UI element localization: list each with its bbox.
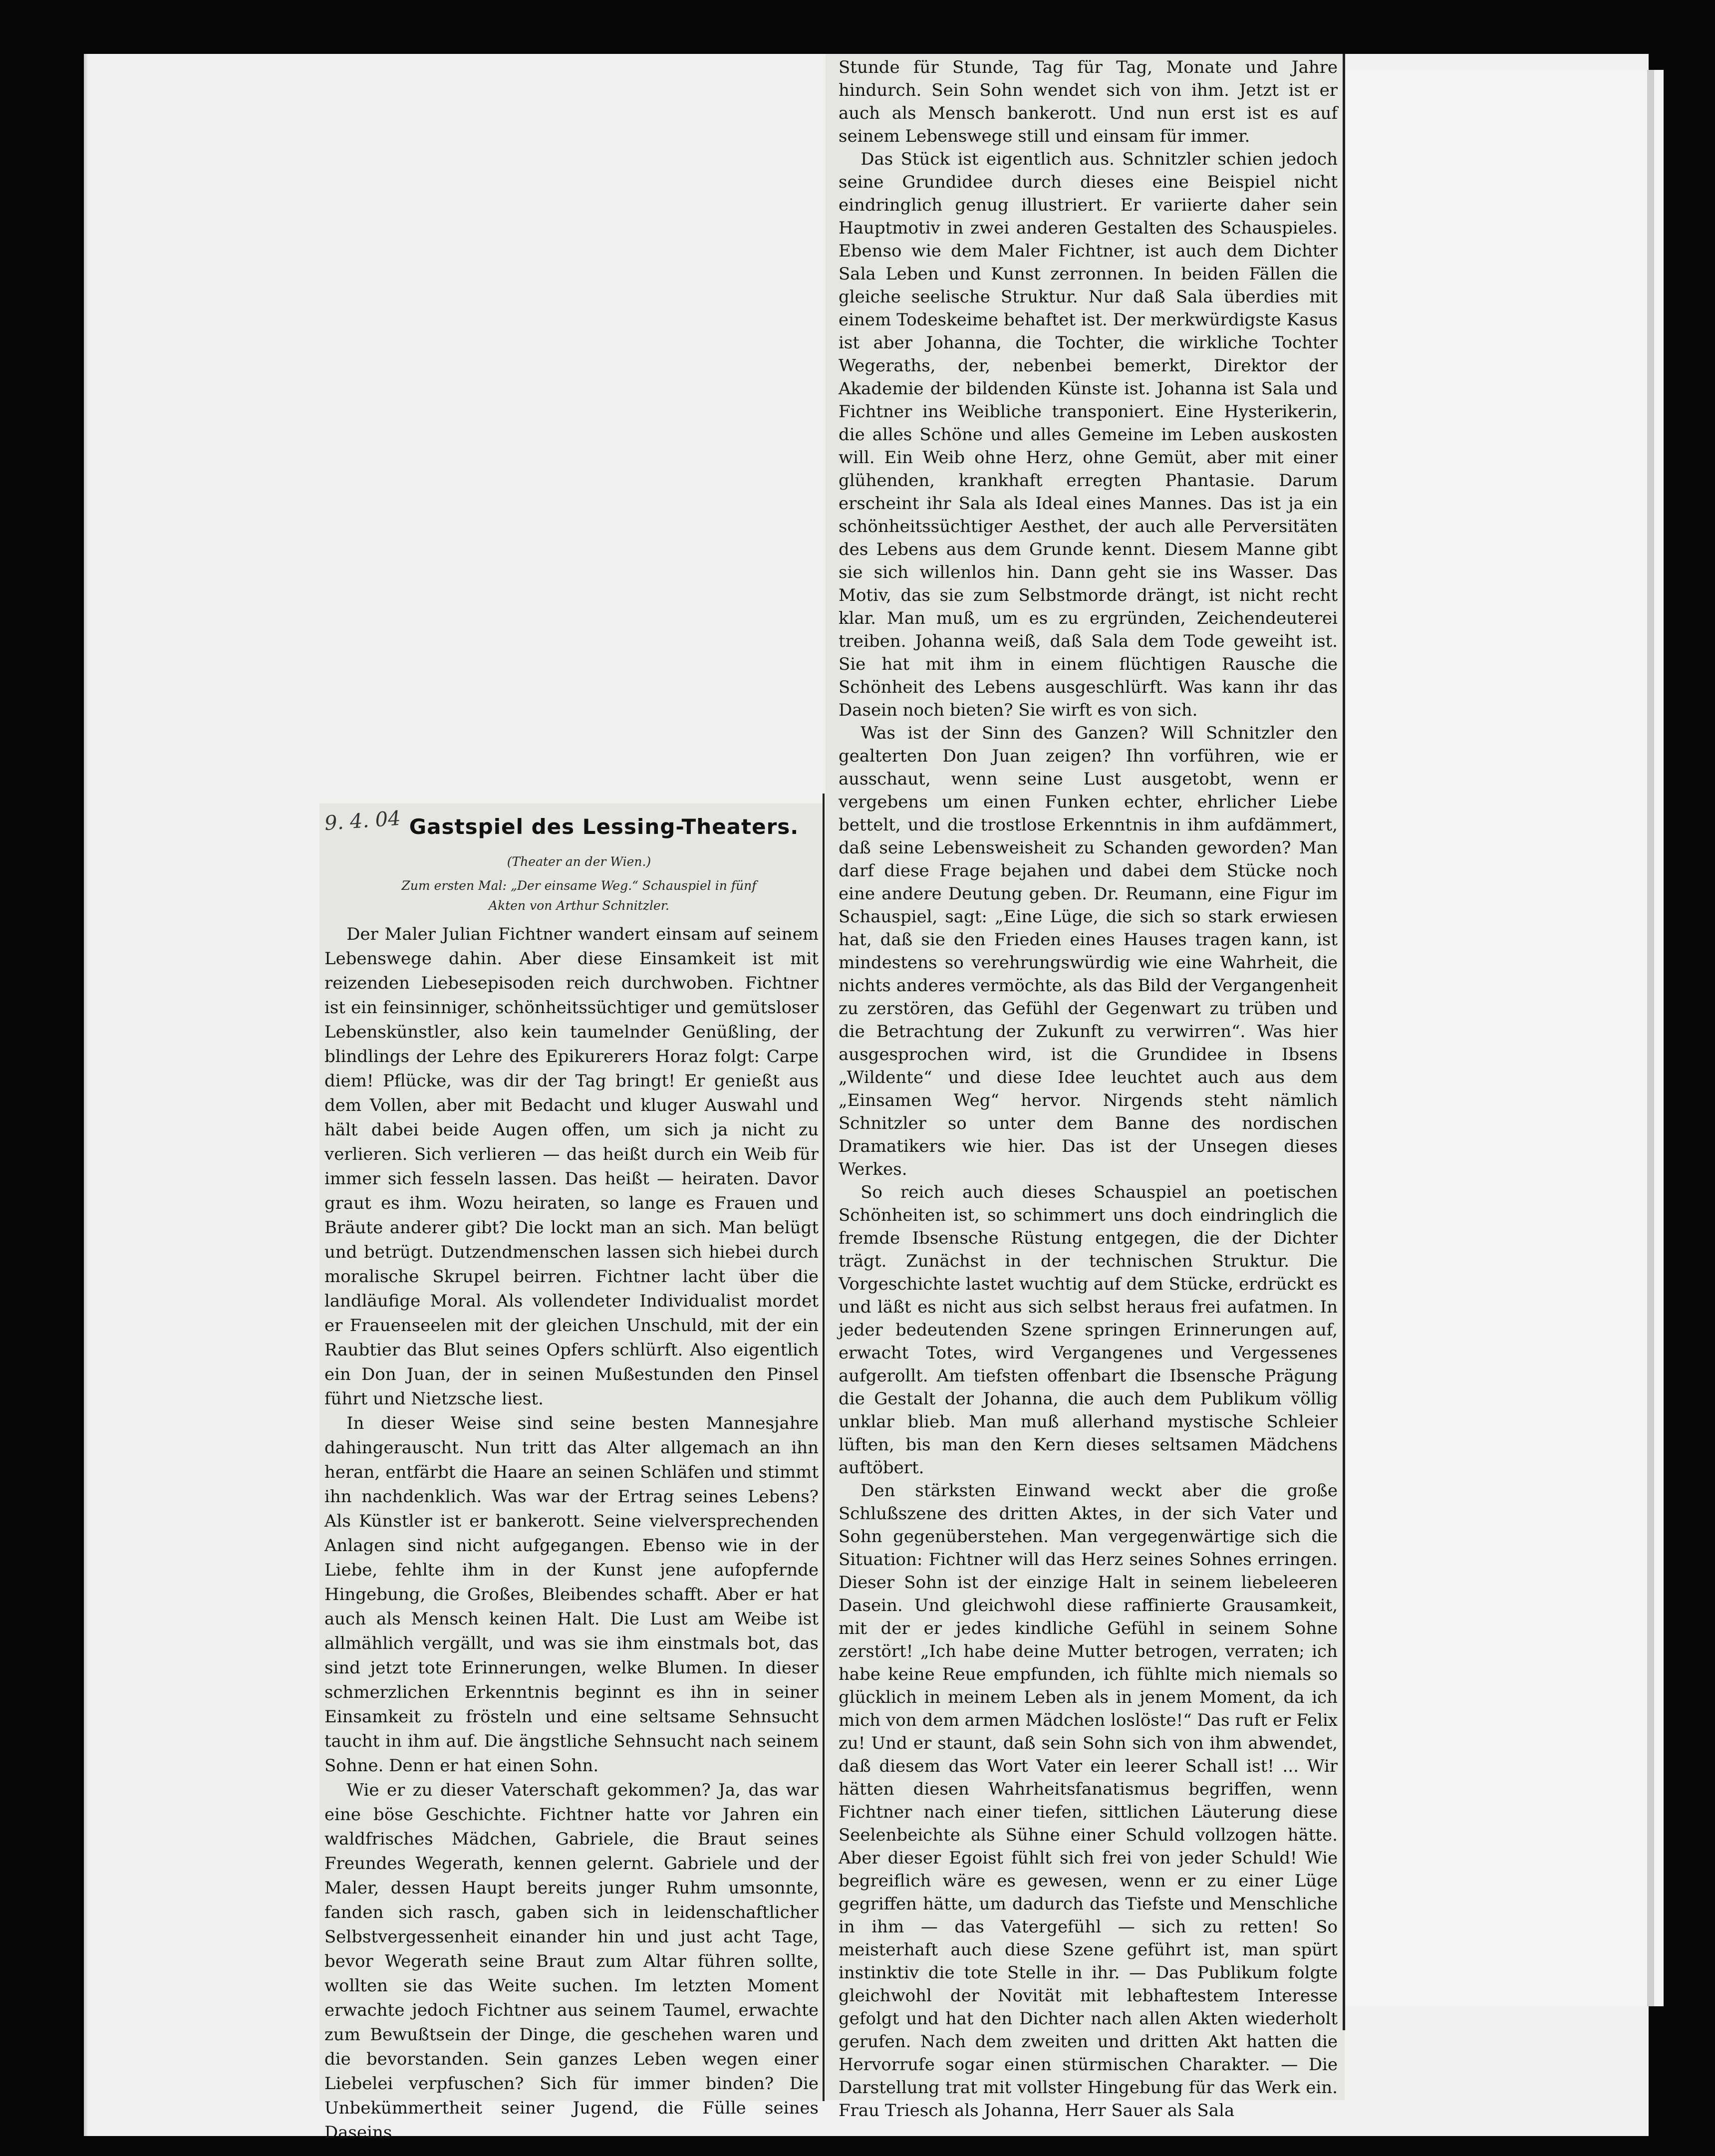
handwritten-date-note: 9. 4. 04	[323, 807, 402, 835]
paragraph: In dieser Weise sind seine besten Mannesjahre dahingerauscht. Nun tritt das Alter allgemach an ihn heran, entfärbt die Haare an seinen Schläfen und stimmt ihn nachdenklich. Was war der Ertrag seines Lebens? Als Künstler ist er bankerott. Seine vielversprechenden Anlagen sind nicht aufgegangen. Ebenso wie in der Liebe, fehlte ihm in der Kunst jene aufopfernde Hingebung, die Großes, Bleibendes schafft. Aber er hat auch als Mensch keinen Halt. Die Lust am Weibe ist allmählich vergällt, und was sie ihm einstmals bot, das sind jetzt tote Erinnerungen, welke Blumen. In dieser schmerzlichen Erkenntnis beginnt es ihn in seiner Einsamkeit zu frösteln und eine seltsame Sehnsucht taucht in ihm auf. Die ängstliche Sehnsucht nach seinem Sohne. Denn er hat einen Sohn.	[324, 1413, 819, 1776]
article-subheadline: (Theater an der Wien.)	[507, 854, 651, 869]
paragraph: So reich auch dieses Schauspiel an poetischen Schönheiten ist, so schimmert uns doch eindringlich die fremde Ibsensche Rüstung entgegen, die der Dichter trägt. Zunächst in der technischen Struktur. Die Vorgeschichte lastet wuchtig auf dem Stücke, erdrückt es und läßt es nicht aus sich selbst heraus frei aufatmen. In jeder bedeutenden Szene springen Erinnerungen auf, erwacht Totes, wird Vergangenes und Vergessenes aufgerollt. Am tiefsten offenbart die Ibsensche Prägung die Gestalt der Johanna, die auch dem Publikum völlig unklar blieb. Man muß allerhand mystische Schleier lüften, bis man den Kern dieses seltsamen Mädchens auftöbert.	[839, 1182, 1338, 1478]
sheet-left-edge	[84, 54, 88, 2136]
flap-shadow	[1647, 70, 1654, 2006]
paragraph: Wie er zu dieser Vaterschaft gekommen? Ja, das war eine böse Geschichte. Fichtner hatte vor Jahren ein waldfrisches Mädchen, Gabriele, die Braut seines Freundes Wegerath, kennen gelernt. Gabriele und der Maler, dessen Haupt bereits junger Ruhm umsonnte, fanden sich rasch, gaben sich in leidenschaftlicher Selbstvergessenheit einander hin und just acht Tage, bevor Wegerath seine Braut zum Altar führen sollte, wollten sie das Weite suchen. Im letzten Moment erwachte jedoch Fichtner aus seinem Taumel, erwachte zum Bewußtsein der Dinge, die geschehen waren und die bevorstanden. Sein ganzes Leben wegen einer Liebelei verpfuschen? Sich für immer binden? Die Unbekümmertheit seiner Jugend, die Fülle seines Daseins	[324, 1780, 819, 2143]
paragraph: Der Maler Julian Fichtner wandert einsam auf seinem Lebenswege dahin. Aber diese Einsamkeit ist mit reizenden Liebesepisoden reich durchwoben. Fichtner ist ein feinsinniger, schönheitssüchtiger und gemütsloser Lebenskünstler, also kein taumelnder Genüßling, der blindlings der Lehre des Epikurerers Horaz folgt: Carpe diem! Pflücke, was dir der Tag bringt! Er genießt aus dem Vollen, aber mit Bedacht und kluger Auswahl und hält dabei beide Augen offen, um sich ja nicht zu verlieren. Sich verlieren — das heißt durch ein Weib für immer sich fesseln lassen. Das heißt — heiraten. Davor graut es ihm. Wozu heiraten, so lange es Frauen und Bräute anderer gibt? Die lockt man an sich. Man belügt und betrügt. Dutzendmenschen lassen sich hiebei durch moralische Skrupel beirren. Fichtner lacht über die landläufige Moral. Als vollendeter Individualist mordet er Frauenseelen mit der gleichen Unschuld, mit der ein Raubtier das Blut seines Opfers schlürft. Also eigentlich ein Don Juan, der in seinen Mußestunden den Pinsel führt und Nietzsche liest.	[324, 924, 819, 1409]
paragraph: Das Stück ist eigentlich aus. Schnitzler schien jedoch seine Grundidee durch dieses eine Beispiel nicht eindringlich genug illustriert. Er variierte daher sein Hauptmotiv in zwei anderen Gestalten des Schauspieles. Ebenso wie dem Maler Fichtner, ist auch dem Dichter Sala Leben und Kunst zerronnen. In beiden Fällen die gleiche seelische Struktur. Nur daß Sala überdies mit einem Todeskeime behaftet ist. Der merkwürdigste Kasus ist aber Johanna, die Tochter, die wirkliche Tochter Wegeraths, der, nebenbei bemerkt, Direktor der Akademie der bildenden Künste ist. Johanna ist Sala und Fichtner ins Weibliche transponiert. Eine Hysterikerin, die alles Schöne und alles Gemeine im Leben auskosten will. Ein Weib ohne Herz, ohne Gemüt, aber mit einer glühenden, krankhaft erregten Phantasie. Darum erscheint ihr Sala als Ideal eines Mannes. Das ist ja ein schönheitssüchtiger Aesthet, der auch alle Perversitäten des Lebens aus dem Grunde kennt. Diesem Manne gibt sie sich willenlos hin. Dann geht sie ins Wasser. Das Motiv, das sie zum Selbstmorde drängt, ist nicht recht klar. Man muß, um es zu ergründen, Zeichendeuterei treiben. Johanna weiß, daß Sala dem Tode geweiht ist. Sie hat mit ihm in einem flüchtigen Rausche die Schönheit des Lebens ausgeschlürft. Was kann ihr das Dasein noch bieten? Sie wirft es von sich.	[839, 149, 1338, 720]
author-line: Akten von Arthur Schnitzler.	[489, 898, 669, 913]
left-article-column	[324, 922, 819, 2143]
right-article-column	[839, 56, 1338, 2121]
paragraph: Was ist der Sinn des Ganzen? Will Schnitzler den gealterten Don Juan zeigen? Ihn vorführen, wie er ausschaut, wenn seine Lust ausgetobt, wenn er vergebens um einen Funken echter, ehrlicher Liebe bettelt, und die trostlose Erkenntnis in ihm aufdämmert, daß seine Lebensweisheit zu Schanden geworden? Man darf diese Frage bejahen und dabei dem Stücke noch eine andere Deutung geben. Dr. Reumann, eine Figur im Schauspiel, sagt: „Eine Lüge, die sich so stark erwiesen hat, daß sie den Frieden eines Hauses tragen kann, ist mindestens so verehrungswürdig wie eine Wahrheit, die nichts anderes vermöchte, als das Bild der Vergangenheit zu zerstören, das Gefühl der Gegenwart zu trüben und die Betrachtung der Zukunft zu verwirren“. Was hier ausgesprochen wird, ist die Grundidee in Ibsens „Wildente“ und diese Idee leuchtet auch aus dem „Einsamen Weg“ hervor. Nirgends steht nämlich Schnitzler so unter dem Banne des nordischen Dramatikers wie hier. Das ist der Unsegen dieses Werkes.	[839, 723, 1338, 1179]
column-rule-left	[823, 794, 825, 2101]
paragraph: Stunde für Stunde, Tag für Tag, Monate und Jahre hindurch. Sein Sohn wendet sich von ihm. Jetzt ist er auch als Mensch bankerott. Und nun erst ist es auf seinem Lebenswege still und einsam für immer.	[839, 57, 1338, 146]
premiere-line: Zum ersten Mal: „Der einsame Weg.“ Schauspiel in fünf	[401, 878, 757, 893]
article-headline: Gastspiel des Lessing-Theaters.	[409, 814, 799, 839]
folded-paper-flap	[1343, 70, 1664, 2006]
paragraph: Den stärksten Einwand weckt aber die große Schlußszene des dritten Aktes, in der sich Vater und Sohn gegenüberstehen. Man vergegenwärtige sich die Situation: Fichtner will das Herz seines Sohnes erringen. Dieser Sohn ist der einzige Halt in seinem liebeleeren Dasein. Und gleichwohl diese raffinierte Grausamkeit, mit der er jedes kindliche Gefühl in seinem Sohne zerstört! „Ich habe deine Mutter betrogen, verraten; ich habe keine Reue empfunden, ich fühlte mich niemals so glücklich in meinem Leben als in jenem Moment, da ich mich von dem armen Mädchen loslöste!“ Das ruft er Felix zu! Und er staunt, daß sein Sohn sich von ihm abwendet, daß diesem das Wort Vater ein leerer Schall ist! ... Wir hätten diesen Wahrheitsfanatismus begriffen, wenn Fichtner nach einer tiefen, sittlichen Läuterung diese Seelenbeichte als Sühne einer Schuld vollzogen hätte. Aber dieser Egoist fühlt sich frei von jeder Schuld! Wie begreiflich wäre es gewesen, wenn er zu einer Lüge gegriffen hätte, um dadurch das Tiefste und Menschliche in ihm — das Vatergefühl — sich zu retten! So meisterhaft auch diese Szene geführt ist, man spürt instinktiv die tote Stelle in ihr. — Das Publikum folgte gleichwohl der Novität mit lebhaftestem Interesse gefolgt und hat den Dichter nach allen Akten wiederholt gerufen. Nach dem zweiten und dritten Akt hatten die Hervorrufe sogar einen stürmischen Charakter. — Die Darstellung trat mit vollster Hingebung für das Werk ein. Frau Triesch als Johanna, Herr Sauer als Sala	[839, 1481, 1338, 2121]
column-rule-right	[1343, 54, 1345, 2030]
